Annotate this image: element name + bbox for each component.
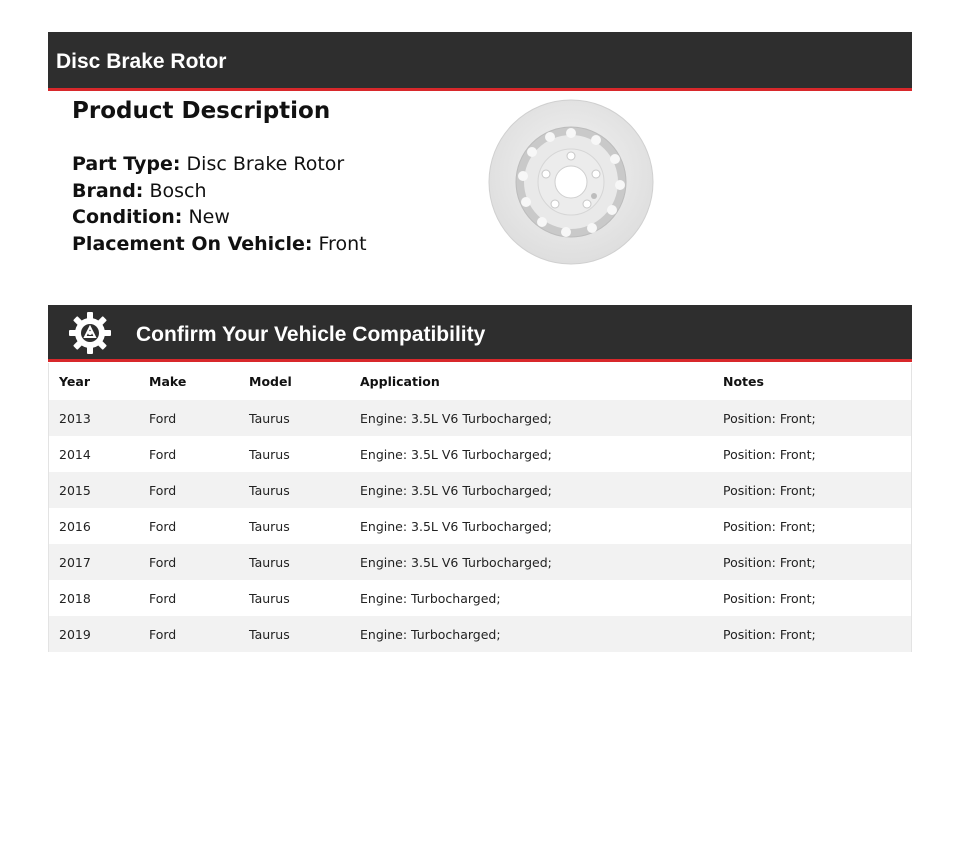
cell-application: Engine: 3.5L V6 Turbocharged; [360,554,552,570]
product-title: Disc Brake Rotor [56,50,227,73]
cell-year: 2017 [59,554,91,570]
table-row [49,508,911,544]
spec-label: Brand: [72,179,144,202]
cell-year: 2014 [59,446,91,462]
cell-make: Ford [149,446,177,462]
table-header-row [49,363,911,400]
description-heading: Product Description [72,98,331,124]
cell-notes: Position: Front; [723,590,816,606]
cell-make: Ford [149,410,177,426]
cell-application: Engine: 3.5L V6 Turbocharged; [360,482,552,498]
cell-notes: Position: Front; [723,554,816,570]
spec-value: Bosch [149,179,207,202]
spec-list [72,151,472,257]
cell-notes: Position: Front; [723,446,816,462]
cell-model: Taurus [249,482,290,498]
brake-rotor-image [488,99,654,265]
column-header-notes: Notes [723,374,764,389]
cell-notes: Position: Front; [723,410,816,426]
cell-application: Engine: 3.5L V6 Turbocharged; [360,410,552,426]
cell-year: 2019 [59,626,91,642]
column-header-year: Year [59,374,90,389]
cell-model: Taurus [249,518,290,534]
cell-year: 2018 [59,590,91,606]
compatibility-header [48,305,912,362]
spec-label: Condition: [72,206,183,228]
gear-icon [68,311,112,355]
table-row [49,616,911,652]
table-row [49,400,911,436]
product-title-bar [48,32,912,91]
cell-application: Engine: Turbocharged; [360,626,501,642]
cell-notes: Position: Front; [723,626,816,642]
spec-label: Placement On Vehicle: [72,232,313,255]
cell-model: Taurus [249,554,290,570]
cell-model: Taurus [249,626,290,642]
cell-model: Taurus [249,590,290,606]
column-header-model: Model [249,374,292,389]
spec-brand [72,178,472,205]
cell-make: Ford [149,482,177,498]
spec-value: Front [318,232,367,255]
column-header-application: Application [360,374,440,389]
cell-model: Taurus [249,446,290,462]
cell-make: Ford [149,518,177,534]
spec-value: New [188,206,230,228]
compatibility-title: Confirm Your Vehicle Compatibility [136,323,486,346]
table-row [49,436,911,472]
cell-year: 2016 [59,518,91,534]
cell-application: Engine: 3.5L V6 Turbocharged; [360,446,552,462]
cell-make: Ford [149,626,177,642]
column-header-make: Make [149,374,187,389]
product-description [72,94,472,257]
cell-model: Taurus [249,410,290,426]
cell-notes: Position: Front; [723,482,816,498]
table-row [49,580,911,616]
cell-make: Ford [149,554,177,570]
spec-placement [72,231,472,258]
cell-make: Ford [149,590,177,606]
table-row [49,472,911,508]
cell-application: Engine: 3.5L V6 Turbocharged; [360,518,552,534]
spec-condition [72,204,472,231]
table-row [49,544,911,580]
cell-application: Engine: Turbocharged; [360,590,501,606]
spec-label: Part Type: [72,153,181,175]
compatibility-table [48,363,912,652]
cell-year: 2013 [59,410,91,426]
spec-part-type [72,151,472,178]
cell-notes: Position: Front; [723,518,816,534]
cell-year: 2015 [59,482,91,498]
spec-value: Disc Brake Rotor [186,153,345,175]
